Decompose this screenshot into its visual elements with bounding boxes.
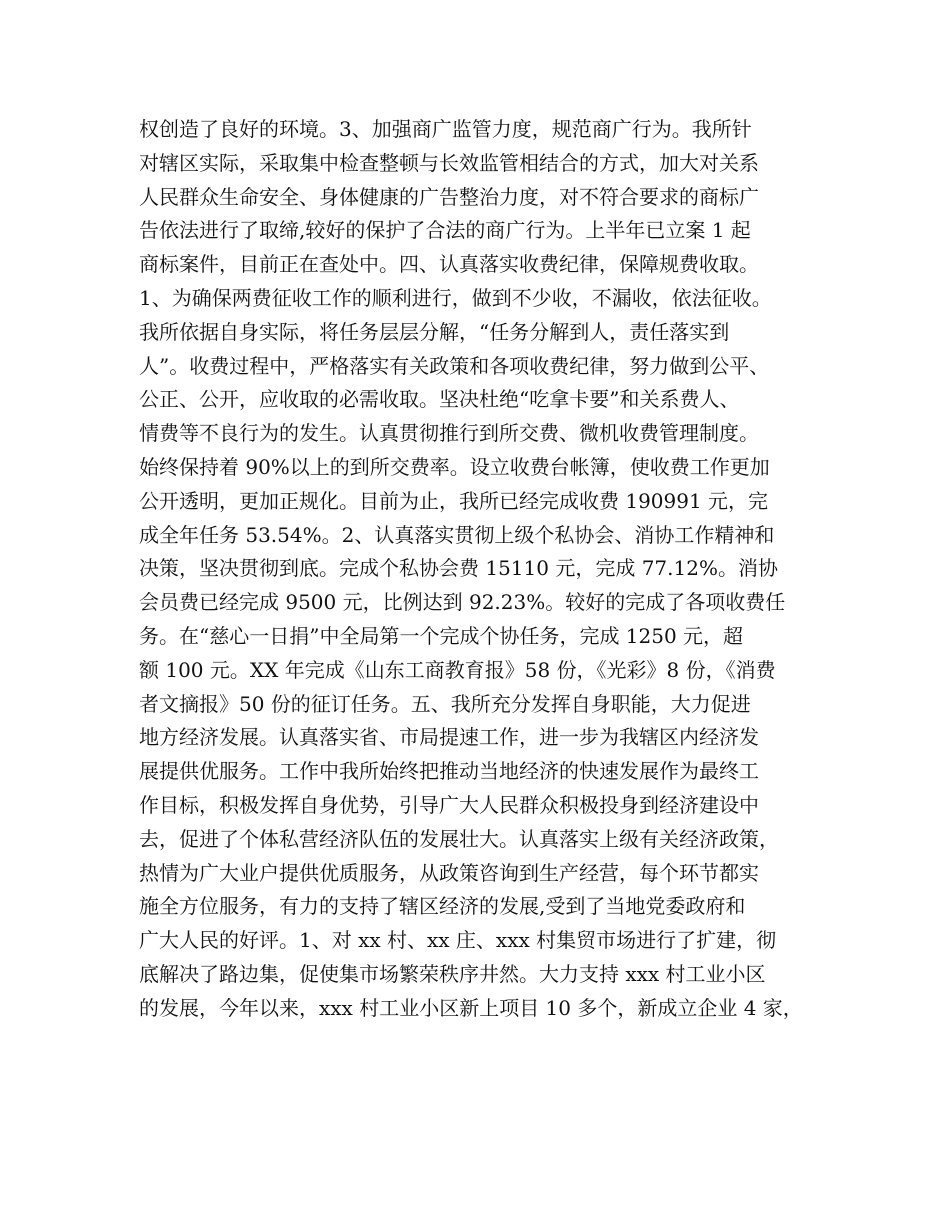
text-line: 者文摘报》50 份的征订任务。五、我所充分发挥自身职能，大力促进: [139, 691, 751, 716]
text-line: 商标案件，目前正在查处中。四、认真落实收费纪律，保障规费收取。: [139, 252, 759, 277]
text-line: 成全年任务 53.54%。2、认真落实贯彻上级个私协会、消协工作精神和: [139, 522, 775, 547]
body-text: [139, 113, 829, 1026]
text-line: 权创造了良好的环境。3、加强商广监管力度，规范商广行为。我所针: [139, 117, 752, 141]
text-line: 地方经济发展。认真落实省、市局提速工作，进一步为我辖区内经济发: [139, 725, 759, 750]
text-line: 人民群众生命安全、身体健康的广告整治力度，对不符合要求的商标广: [139, 184, 759, 209]
text-line: 情费等不良行为的发生。认真贯彻推行到所交费、微机收费管理制度。: [139, 421, 759, 446]
text-line: 额 100 元。XX 年完成《山东工商教育报》58 份，《光彩》8 份，《消费: [139, 657, 776, 682]
text-line: 告依法进行了取缔,较好的保护了合法的商广行为。上半年已立案 1 起: [139, 218, 751, 243]
text-line: 我所依据自身实际，将任务层层分解，“任务分解到人，责任落实到: [139, 319, 730, 344]
text-line: 展提供优服务。工作中我所始终把推动当地经济的快速发展作为最终工: [139, 759, 759, 784]
text-line: 施全方位服务，有力的支持了辖区经济的发展,受到了当地党委政府和: [139, 894, 746, 919]
text-line: 去，促进了个体私营经济队伍的发展壮大。认真落实上级有关经济政策，: [139, 826, 779, 851]
text-line: 底解决了路边集，促使集市场繁荣秩序井然。大力支持 xxx 村工业小区: [139, 961, 766, 986]
text-line: 热情为广大业户提供优质服务，从政策咨询到生产经营，每个环节都实: [139, 860, 759, 885]
text-line: 的发展，今年以来，xxx 村工业小区新上项目 10 多个，新成立企业 4 家，: [139, 995, 803, 1020]
text-line: 广大人民的好评。1、对 xx 村、xx 庄、xxx 村集贸市场进行了扩建，彻: [139, 928, 777, 953]
text-line: 决策，坚决贯彻到底。完成个私协会费 15110 元，完成 77.12%。消协: [139, 556, 778, 581]
text-line: 会员费已经完成 9500 元，比例达到 92.23%。较好的完成了各项收费任: [139, 590, 786, 615]
text-line: 公开透明，更加正规化。目前为止，我所已经完成收费 190991 元，完: [139, 488, 769, 513]
text-line: 公正、公开，应收取的必需收取。坚决杜绝“吃拿卡要”和关系费人、: [139, 387, 740, 412]
text-line: 始终保持着 90%以上的到所交费率。设立收费台帐簿，使收费工作更加: [139, 454, 770, 479]
text-line: 务。在“慈心一日捐”中全局第一个完成个协任务，完成 1250 元，超: [139, 623, 744, 648]
text-line: 人”。收费过程中，严格落实有关政策和各项收费纪律，努力做到公平、: [139, 353, 770, 378]
text-line: 作目标，积极发挥自身优势，引导广大人民群众积极投身到经济建设中: [139, 792, 759, 817]
text-line: 对辖区实际，采取集中检查整顿与长效监管相结合的方式，加大对关系: [139, 150, 759, 175]
text-line: 1、为确保两费征收工作的顺利进行，做到不少收，不漏收，依法征收。: [139, 285, 772, 310]
